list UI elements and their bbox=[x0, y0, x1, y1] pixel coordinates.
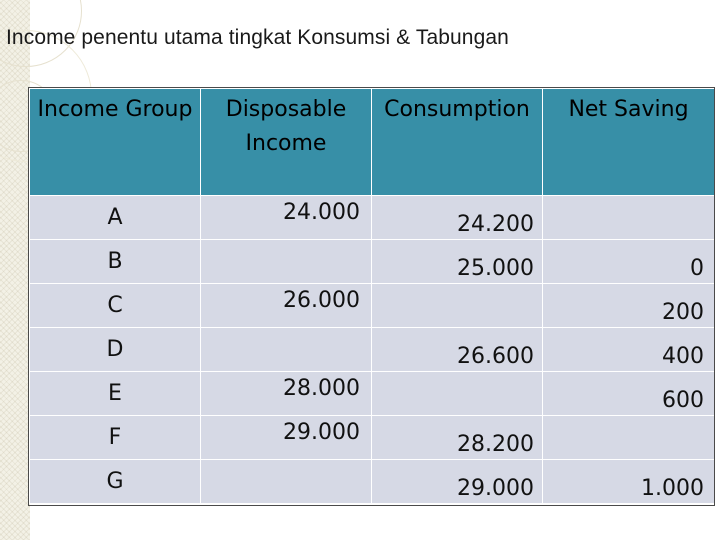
slide-title: Income penentu utama tingkat Konsumsi & Tabungan bbox=[6, 26, 509, 49]
table-row bbox=[30, 284, 715, 328]
cell-saving bbox=[543, 416, 715, 460]
cell-disposable: 29.000 bbox=[201, 416, 372, 460]
cell-consumption bbox=[372, 372, 543, 416]
cell-saving: 1.000 bbox=[543, 460, 715, 504]
cell-disposable: 28.000 bbox=[201, 372, 372, 416]
cell-group: C bbox=[30, 284, 201, 328]
cell-group: B bbox=[30, 240, 201, 284]
header-disposable-income: Disposable Income bbox=[201, 89, 372, 196]
table-row bbox=[30, 460, 715, 504]
header-net-saving: Net Saving bbox=[543, 89, 715, 196]
cell-saving: 0 bbox=[543, 240, 715, 284]
cell-disposable: 26.000 bbox=[201, 284, 372, 328]
cell-saving bbox=[543, 196, 715, 240]
table-row bbox=[30, 372, 715, 416]
cell-saving: 400 bbox=[543, 328, 715, 372]
table-row bbox=[30, 240, 715, 284]
cell-consumption bbox=[372, 284, 543, 328]
cell-disposable: 24.000 bbox=[201, 196, 372, 240]
header-consumption: Consumption bbox=[372, 89, 543, 196]
cell-consumption: 26.600 bbox=[372, 328, 543, 372]
cell-consumption: 28.200 bbox=[372, 416, 543, 460]
cell-disposable bbox=[201, 328, 372, 372]
cell-consumption: 29.000 bbox=[372, 460, 543, 504]
cell-group: A bbox=[30, 196, 201, 240]
table-row bbox=[30, 196, 715, 240]
cell-disposable bbox=[201, 240, 372, 284]
header-income-group: Income Group bbox=[30, 89, 201, 196]
table-header-row bbox=[30, 89, 715, 196]
table-row bbox=[30, 416, 715, 460]
cell-disposable bbox=[201, 460, 372, 504]
table-row bbox=[30, 328, 715, 372]
cell-consumption: 24.200 bbox=[372, 196, 543, 240]
income-table bbox=[29, 88, 715, 504]
cell-group: D bbox=[30, 328, 201, 372]
cell-saving: 600 bbox=[543, 372, 715, 416]
cell-consumption: 25.000 bbox=[372, 240, 543, 284]
cell-group: E bbox=[30, 372, 201, 416]
cell-saving: 200 bbox=[543, 284, 715, 328]
cell-group: G bbox=[30, 460, 201, 504]
cell-group: F bbox=[30, 416, 201, 460]
